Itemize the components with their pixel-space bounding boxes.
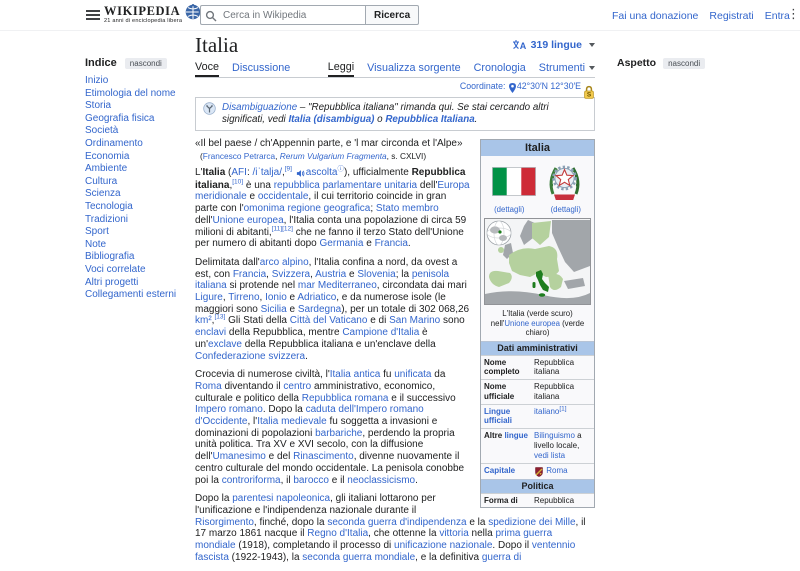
link[interactable]: ventennio fascista: [195, 540, 576, 563]
text: (1922-1943), la: [228, 551, 303, 563]
text: e: [286, 303, 298, 315]
tabs-right: [328, 61, 595, 77]
text: , il: [280, 474, 294, 486]
toc-item-note[interactable]: Note: [85, 238, 107, 250]
roma-icon: [535, 467, 543, 477]
link[interactable]: Confederazione svizzera: [195, 350, 306, 362]
tab-leggi[interactable]: Leggi: [328, 61, 354, 77]
toc-item-tecnologia[interactable]: Tecnologia: [85, 200, 133, 212]
toc-item-ambiente[interactable]: Ambiente: [85, 163, 128, 175]
menu-icon[interactable]: [86, 10, 100, 21]
link[interactable]: caduta dell'Impero romano d'Occidente: [195, 404, 424, 428]
link[interactable]: guerra di: [481, 551, 522, 563]
text: , l'Italia confina a nord, da ovest a est, con: [195, 256, 458, 280]
toc-item-collegamenti-esterni[interactable]: Collegamenti esterni: [85, 289, 177, 301]
text: ,: [310, 268, 316, 280]
text: ,: [222, 292, 229, 304]
link[interactable]: Repubblica Italiana: [385, 114, 475, 125]
text: Repubblica: [534, 495, 575, 505]
link[interactable]: parentesi napoleonica: [232, 493, 331, 505]
text: .: [407, 238, 411, 250]
text: e: [286, 292, 298, 304]
link[interactable]: Capitale: [484, 465, 516, 475]
link[interactable]: /iˈtalja/: [252, 167, 282, 178]
text: si protende nel: [226, 280, 298, 292]
link[interactable]: Bilinguismo: [534, 431, 575, 441]
text: ), per un totale di 302 068,26: [341, 303, 470, 315]
link[interactable]: Italia antica: [329, 369, 381, 381]
text: (verde chiaro): [525, 318, 585, 337]
link[interactable]: seconda guerra d'indipendenza: [327, 516, 467, 528]
text: ;: [370, 203, 376, 215]
toc-item-tradizioni[interactable]: Tradizioni: [85, 213, 128, 225]
link[interactable]: Impero romano: [195, 404, 263, 416]
link[interactable]: Risorgimento: [195, 516, 254, 528]
link[interactable]: AFI: [231, 167, 247, 178]
text: , che ottenne la: [368, 528, 440, 540]
reference-link[interactable]: ⓘ: [337, 165, 344, 173]
text: o: [374, 114, 386, 125]
text: Altre: [484, 431, 505, 441]
link[interactable]: Rinascimento: [293, 451, 354, 463]
logo-title: WIKIPEDIA: [104, 4, 181, 18]
text: fu: [380, 369, 395, 381]
link[interactable]: km²: [195, 315, 212, 327]
disambiguation-hatnote: [195, 97, 595, 131]
infobox-row-label: [481, 405, 532, 429]
link[interactable]: Disambiguazione: [222, 102, 298, 113]
text: :: [502, 81, 508, 91]
toc-title: Indice: [85, 57, 117, 69]
text: Gli Stati della: [225, 315, 290, 327]
protection-lock-icon: [583, 85, 595, 102]
reference-link[interactable]: [1]: [559, 405, 567, 413]
speaker-icon[interactable]: [296, 168, 305, 180]
text: ,: [281, 167, 285, 178]
text: , circondata dai mari: [376, 280, 467, 292]
link[interactable]: vittoria: [439, 528, 469, 540]
infobox-row-label: [481, 464, 532, 479]
link[interactable]: neoclassicismo: [347, 474, 416, 486]
link[interactable]: arco alpino: [259, 256, 309, 268]
toc-list: [85, 75, 187, 302]
link[interactable]: Italia (disambigua): [288, 114, 375, 125]
infobox-row-value: [532, 356, 594, 380]
text: Repubblica italiana: [195, 167, 466, 191]
link[interactable]: seconda guerra mondiale: [302, 551, 416, 563]
link[interactable]: spedizione dei Mille: [488, 516, 576, 528]
link[interactable]: italiano: [534, 406, 560, 416]
link[interactable]: penisola italiana: [195, 268, 450, 292]
search-button[interactable]: Ricerca: [365, 5, 419, 25]
link[interactable]: omonima regione geografica: [243, 203, 371, 215]
link[interactable]: repubblica parlamentare unitaria: [273, 179, 418, 191]
svg-text:S: S: [586, 91, 592, 99]
text: dell': [417, 179, 438, 191]
text: diventando il: [221, 380, 284, 392]
link[interactable]: Coordinate: [459, 81, 503, 91]
link[interactable]: Austria: [315, 268, 347, 280]
globe-inset: [487, 221, 511, 245]
link[interactable]: Roma: [546, 465, 568, 475]
text: ,: [259, 292, 266, 304]
infobox-row-value: [532, 464, 594, 479]
text: è una: [243, 179, 274, 191]
link[interactable]: barocco: [293, 474, 329, 486]
link[interactable]: Francesco Petrarca: [202, 151, 276, 161]
text: ,: [275, 151, 280, 161]
page-title: Italia: [195, 33, 239, 57]
text: .: [415, 474, 418, 486]
infobox-row-label: [481, 356, 532, 380]
link[interactable]: exclave: [208, 338, 242, 350]
tab-strumenti[interactable]: Strumenti: [539, 61, 595, 77]
text: e: [363, 238, 375, 250]
link[interactable]: Ligure: [195, 292, 223, 304]
link[interactable]: Umanesimo: [212, 451, 266, 463]
tabs-left: [195, 61, 290, 77]
ellipsis-menu-icon[interactable]: ⋮: [787, 6, 800, 21]
quote-text: «Il bel paese / ch'Appennin parte, e 'l mar circonda et l'Alpe»: [195, 138, 463, 149]
infobox-row: [481, 493, 594, 508]
search-icon: [205, 9, 217, 27]
link[interactable]: Lingue ufficiali: [484, 406, 513, 426]
text: . Dopo il: [492, 540, 532, 552]
main-content: [195, 34, 595, 571]
text: :: [246, 167, 253, 178]
logo-tagline: 21 anni di enciclopedia libera: [104, 18, 183, 24]
text: ,: [229, 179, 233, 191]
tab-bar: [195, 60, 595, 78]
text: (: [225, 167, 232, 178]
locator-map[interactable]: [481, 217, 594, 308]
text: , e da numerose isole (le maggiori sono: [195, 292, 446, 315]
link[interactable]: unificata: [394, 369, 432, 381]
text: , divenne nuovamente il centro culturale del mondo occidentale. La penisola conobbe poi la: [195, 451, 465, 486]
text: (: [200, 151, 203, 161]
text: , e la definitiva: [415, 551, 482, 563]
donate-link[interactable]: Fai una donazione: [612, 10, 699, 22]
svg-text:A: A: [519, 41, 526, 52]
text: Nome ufficiale: [484, 382, 515, 401]
text: fu soggetta a invasioni e dominazioni di popolazioni: [195, 416, 438, 439]
link[interactable]: Europa meridionale: [195, 179, 470, 203]
infobox-section-header: Dati amministrativi: [481, 341, 594, 355]
text: sono: [440, 315, 465, 327]
tab-visualizza-sorgente[interactable]: Visualizza sorgente: [367, 62, 461, 74]
text: Crocevia di numerose civiltà, l': [195, 369, 330, 381]
coordinates: [195, 78, 595, 99]
search-input[interactable]: [200, 5, 365, 25]
coordinates-text: [460, 81, 581, 91]
appearance-title: Aspetto: [617, 57, 657, 69]
text: e: [346, 268, 358, 280]
link[interactable]: lingue: [504, 431, 529, 441]
link[interactable]: Tirreno: [228, 292, 260, 304]
search-bar: [200, 5, 419, 25]
text: e di: [367, 315, 390, 327]
text: Repubblica italiana: [534, 382, 575, 401]
hatnote-text: [222, 102, 587, 126]
chevron-down-icon: [589, 66, 595, 70]
link[interactable]: Regno d'Italia: [307, 528, 369, 540]
text: dell': [195, 214, 213, 226]
language-selector-button[interactable]: [511, 39, 595, 51]
text: , l': [247, 416, 258, 428]
reference-link[interactable]: [10]: [232, 178, 244, 186]
language-count-label: 319 lingue: [530, 39, 582, 52]
link[interactable]: centro: [283, 380, 312, 392]
toc-item-societ-[interactable]: Società: [85, 125, 119, 137]
text: , il cui territorio coincide in gran parte con l': [195, 191, 447, 215]
toc-item-bibliografia[interactable]: Bibliografia: [85, 251, 135, 263]
link[interactable]: Slovenia: [357, 268, 396, 280]
link[interactable]: Stato membro: [375, 203, 439, 215]
pin-icon: [509, 82, 516, 93]
toc-hide-button[interactable]: nascondi: [125, 58, 167, 69]
infobox-row: [481, 428, 594, 462]
site-header: [0, 0, 800, 31]
infobox-row: [481, 404, 594, 429]
toc-item-altri-progetti[interactable]: Altri progetti: [85, 276, 139, 288]
text: Dopo la: [195, 493, 233, 505]
link[interactable]: unificazione nazionale: [394, 540, 493, 552]
infobox-row: [481, 463, 594, 479]
puzzle-globe-icon: [185, 4, 201, 25]
link[interactable]: barbariche: [315, 427, 363, 439]
text: , l'Italia conta una popolazione di circa 59 milioni di abitanti,: [195, 214, 467, 238]
link[interactable]: Rerum Vulgarium Fragmenta: [279, 151, 387, 161]
text: , gli italiani lottarono per l'unificazione e l'indipendenza nazionale durante il: [195, 493, 436, 516]
tab-cronologia[interactable]: Cronologia: [473, 62, 526, 74]
link[interactable]: ascolta: [305, 167, 338, 178]
infobox-row-value: [532, 429, 594, 462]
link[interactable]: Sicilia: [260, 303, 287, 315]
link[interactable]: occidentale: [257, 191, 309, 203]
link[interactable]: Italia medievale: [257, 416, 327, 428]
login-link[interactable]: Entra: [764, 10, 790, 22]
text: , il 17 marzo 1861 nacque il: [195, 516, 586, 540]
infobox-row-value: [532, 405, 594, 429]
text: – "Repubblica italiana" rimanda qui. Se stai cercando altri significati, vedi: [222, 102, 549, 125]
infobox-section-header: Politica: [481, 479, 594, 493]
disambiguation-icon: [203, 102, 216, 126]
appearance-hide-button[interactable]: nascondi: [663, 58, 705, 69]
link[interactable]: Sardegna: [297, 303, 342, 315]
italy-flag-image[interactable]: [492, 167, 536, 198]
text: . Dopo la: [262, 404, 306, 416]
text: Delimitata dall': [195, 256, 260, 268]
link[interactable]: Unione europea: [504, 318, 560, 328]
toc-item-inizio[interactable]: Inizio: [85, 75, 109, 86]
text: Repubblica italiana: [534, 357, 575, 377]
link[interactable]: Roma: [195, 380, 222, 392]
toc-item-economia[interactable]: Economia: [85, 150, 130, 162]
text: e il: [328, 474, 348, 486]
chevron-down-icon: [589, 43, 595, 47]
toc-item-geografia-fisica[interactable]: Geografia fisica: [85, 112, 155, 124]
text: e del: [265, 451, 294, 463]
register-link[interactable]: Registrati: [709, 10, 754, 22]
text: ,: [211, 315, 215, 327]
appearance-panel: [617, 57, 705, 69]
text: della Repubblica italiana e un'enclave della: [241, 338, 436, 350]
link[interactable]: Germania: [319, 238, 364, 250]
text: ), ufficialmente: [343, 167, 412, 178]
text: a livello locale,: [534, 431, 582, 451]
link[interactable]: mar Mediterraneo: [297, 280, 377, 292]
infobox-row-value: [532, 380, 594, 404]
link[interactable]: Francia: [374, 238, 408, 250]
header-links: [612, 10, 790, 22]
link[interactable]: enclavi: [195, 327, 227, 339]
infobox-row: [481, 379, 594, 404]
link[interactable]: Svizzera: [271, 268, 311, 280]
text: ; la: [395, 268, 412, 280]
link[interactable]: prima guerra mondiale: [195, 528, 553, 552]
link[interactable]: Ionio: [265, 292, 287, 304]
text: (1918), completando il processo di: [235, 540, 395, 552]
text: [292, 167, 295, 178]
text: .: [474, 114, 478, 125]
map-caption: [481, 308, 594, 341]
link[interactable]: San Marino: [389, 315, 441, 327]
text: L'Italia (verde scuro) nell': [490, 309, 573, 328]
toc-item-storia[interactable]: Storia: [85, 100, 112, 112]
text: , s. CXLVI): [386, 151, 427, 161]
infobox-row-value: [532, 494, 594, 508]
infobox-row-label: [481, 494, 532, 508]
link[interactable]: Repubblica romana: [301, 392, 389, 404]
reference-link[interactable]: [11][12]: [271, 225, 293, 233]
tab-discussione[interactable]: Discussione: [232, 62, 291, 74]
link[interactable]: Città del Vaticano: [289, 315, 368, 327]
infobox-row-label: [481, 380, 532, 404]
text: Forma di: [484, 495, 518, 505]
text: che ne fanno il terzo Stato dell'Unione per numero di abitanti dopo: [195, 226, 464, 250]
text: e la: [466, 516, 489, 528]
language-icon: [512, 39, 527, 51]
toc-item-scienza[interactable]: Scienza: [85, 188, 121, 200]
infobox-row: [481, 355, 594, 380]
emblem-details-link[interactable]: (dettagli): [550, 205, 581, 214]
link[interactable]: Adriatico: [297, 292, 337, 304]
text: Italia: [202, 167, 226, 178]
flag-details-link[interactable]: (dettagli): [494, 205, 525, 214]
table-of-contents: [85, 57, 187, 302]
text: amministrativo, economico, culturale e politico della: [195, 380, 436, 404]
toc-item-ordinamento[interactable]: Ordinamento: [85, 137, 143, 149]
infobox-row-label: [481, 429, 532, 462]
infobox-country: [480, 139, 595, 508]
reference-link[interactable]: [9]: [284, 165, 292, 173]
toc-item-etimologia-del-nome[interactable]: Etimologia del nome: [85, 87, 176, 99]
text: e: [246, 191, 258, 203]
text: , finché, dopo la: [253, 516, 328, 528]
infobox-sections: [481, 341, 594, 508]
link[interactable]: controriforma: [221, 474, 281, 486]
text: è un': [195, 327, 428, 350]
infobox-title: Italia: [481, 140, 594, 156]
italy-emblem-image[interactable]: [546, 161, 583, 203]
text: da: [431, 369, 446, 381]
tab-voce[interactable]: Voce: [195, 61, 219, 77]
link[interactable]: 42°30′N 12°30′E: [516, 81, 581, 91]
text: ,: [266, 268, 272, 280]
link[interactable]: Francia: [232, 268, 267, 280]
text: , perdendo la propria unità politica. Tra XV e XVI secolo, con la diffusione dell': [195, 427, 455, 463]
text: nella: [468, 528, 496, 540]
toc-item-voci-correlate[interactable]: Voci correlate: [85, 263, 146, 275]
reference-link[interactable]: [13]: [214, 314, 226, 322]
toc-item-cultura[interactable]: Cultura: [85, 175, 118, 187]
text: e il successivo: [388, 392, 456, 404]
link[interactable]: Campione d'Italia: [342, 327, 420, 339]
logo-text: [104, 5, 182, 24]
wikipedia-logo[interactable]: [104, 4, 201, 25]
link[interactable]: Unione europea: [212, 214, 284, 226]
toc-item-sport[interactable]: Sport: [85, 226, 109, 238]
text: Nome completo: [484, 357, 520, 377]
link[interactable]: vedi lista: [534, 450, 566, 460]
text: .: [305, 350, 308, 362]
text: L': [195, 167, 203, 178]
text: della Repubblica, mentre: [226, 327, 343, 339]
